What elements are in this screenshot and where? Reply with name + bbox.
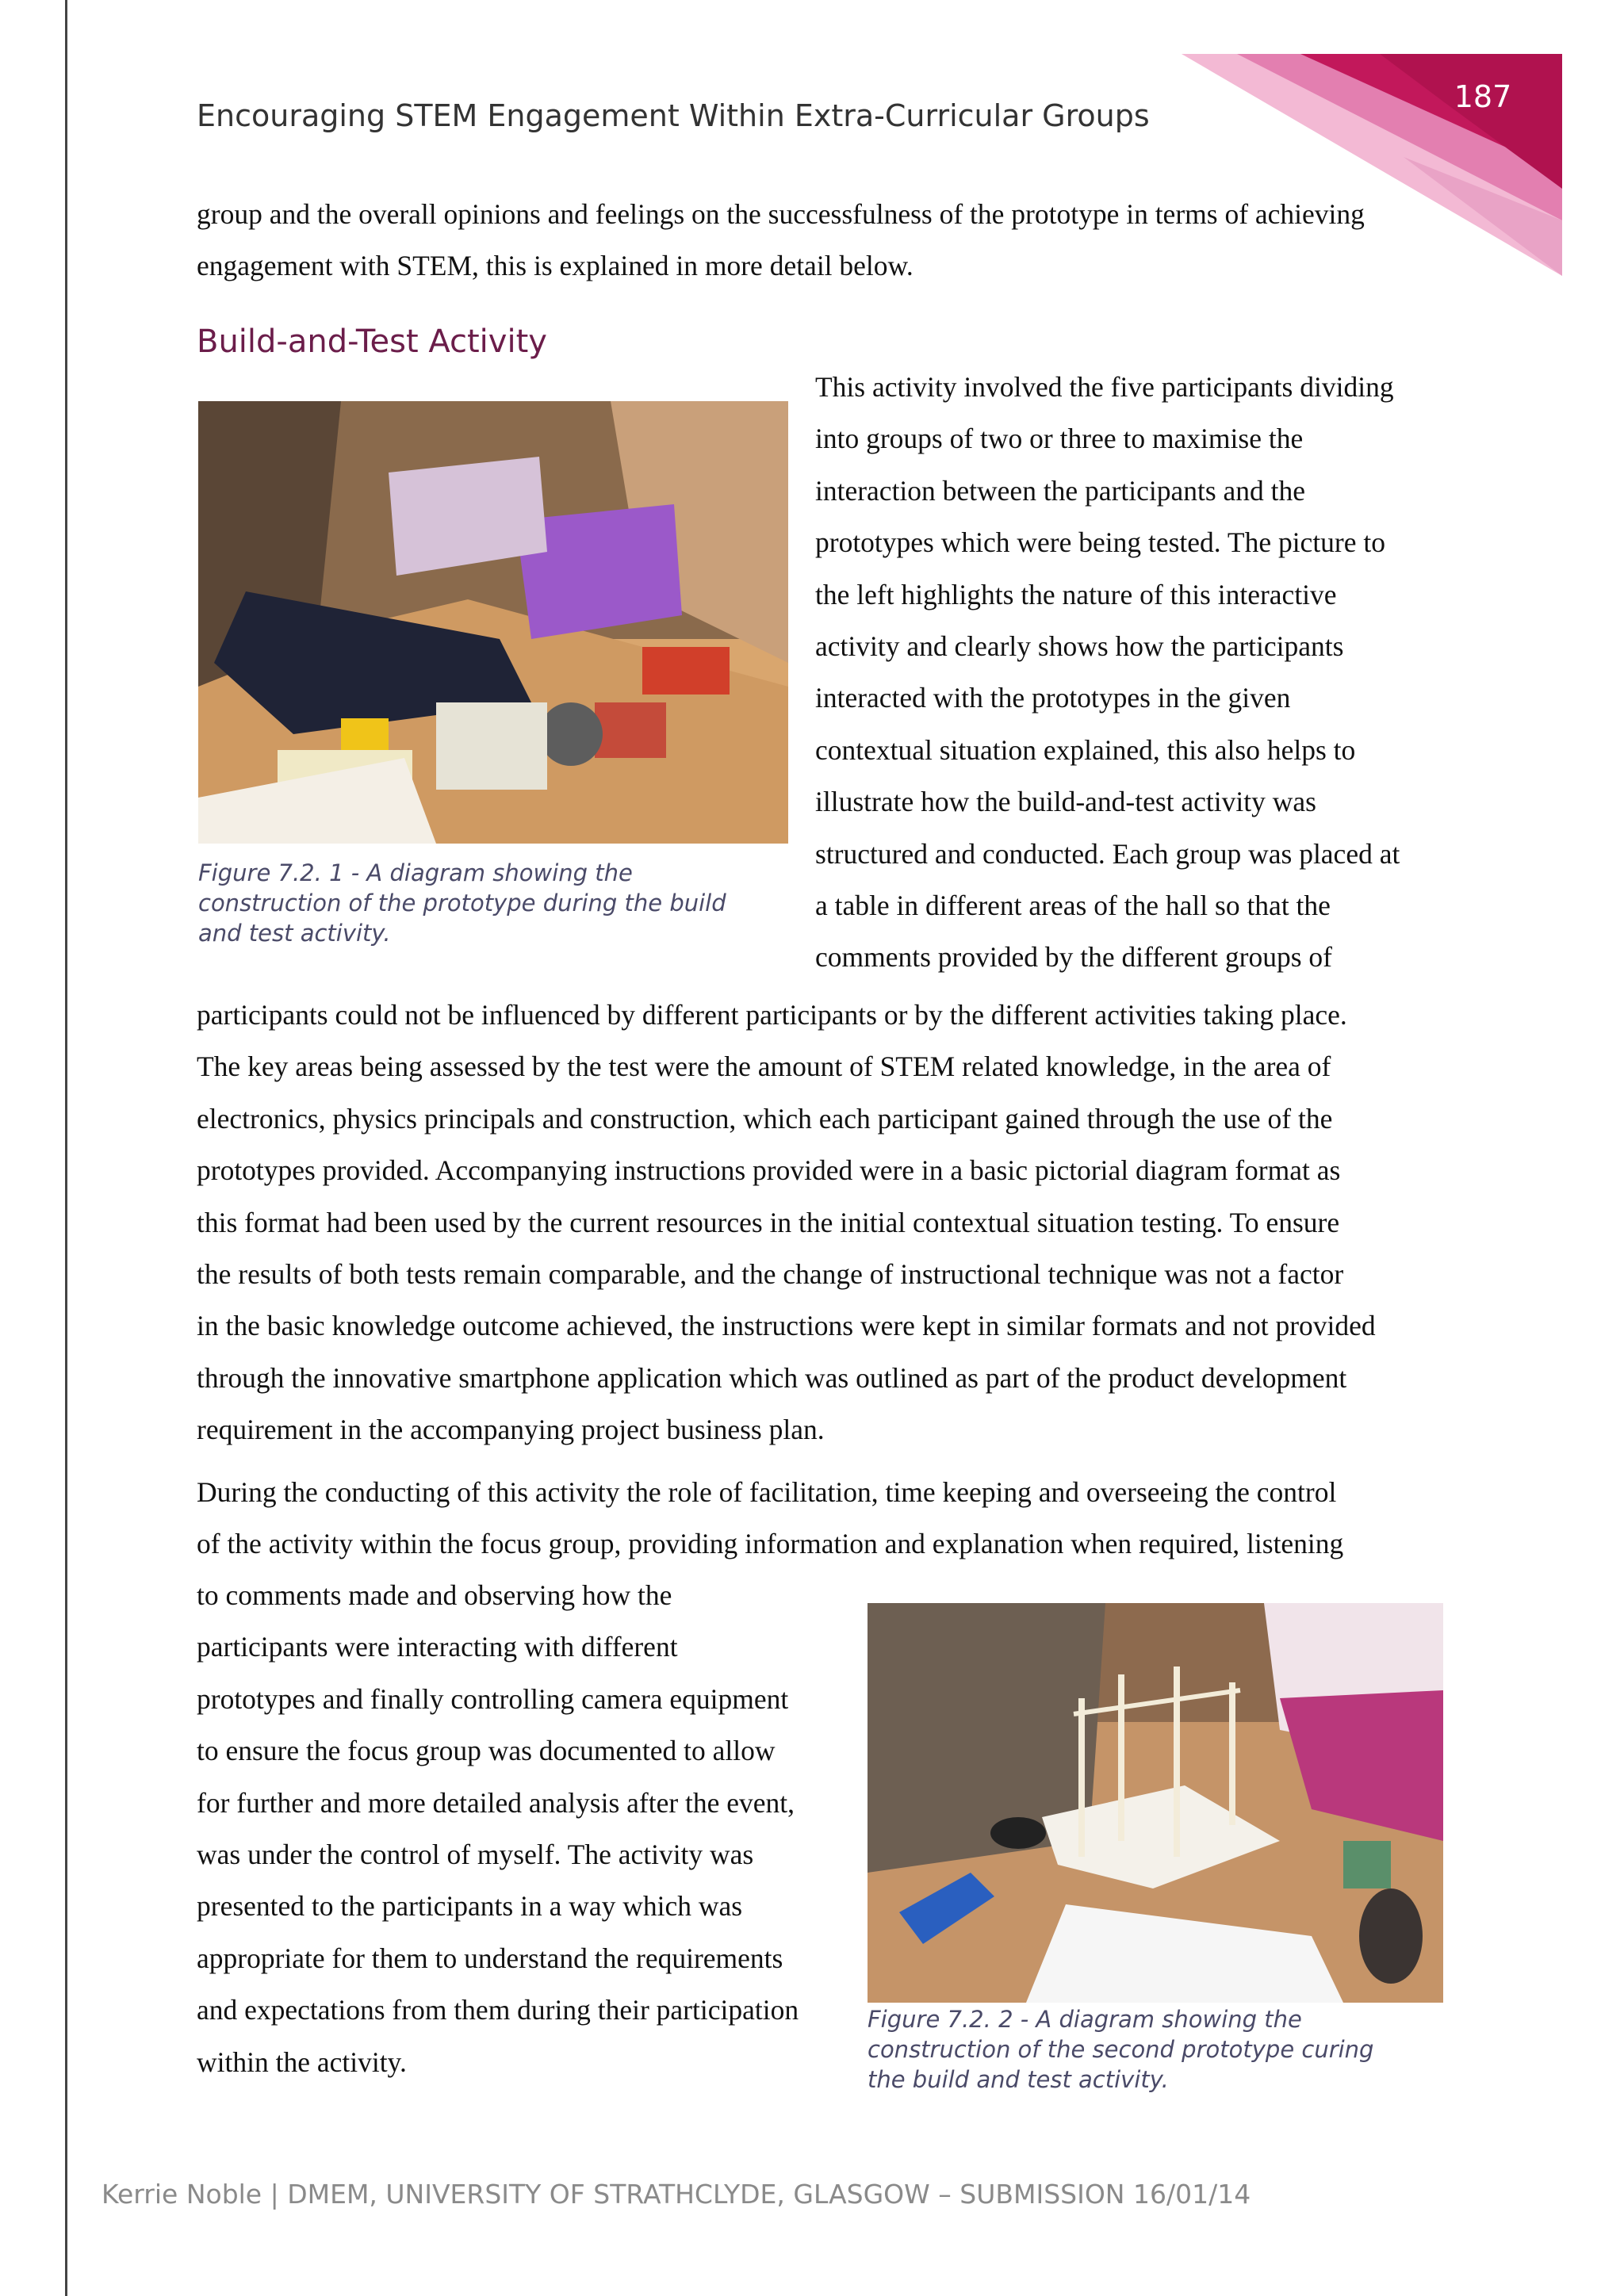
text-line: the results of both tests remain comparable, and the change of instructional technique was not a factor (197, 1258, 1344, 1291)
figure-1-photo (198, 401, 788, 844)
text-line: and expectations from them during their participation (197, 1994, 799, 2026)
text-line: for further and more detailed analysis after the event, (197, 1786, 795, 1819)
text-line: the left highlights the nature of this interactive (815, 578, 1337, 610)
section-heading: Build-and-Test Activity (197, 323, 547, 360)
caption-line: construction of the prototype during the build (198, 890, 726, 916)
text-line: interacted with the prototypes in the given (815, 682, 1291, 714)
text-line: activity and clearly shows how the participants (815, 630, 1344, 663)
text-line: structured and conducted. Each group was placed at (815, 837, 1400, 870)
intro-paragraph (197, 189, 1443, 293)
text-line: prototypes provided. Accompanying instructions provided were in a basic pictorial diagram format as (197, 1154, 1341, 1187)
figure-2-caption (868, 2004, 1443, 2095)
text-line: participants could not be influenced by different participants or by the different activities taking place. (197, 999, 1347, 1031)
text-line: prototypes which were being tested. The picture to (815, 526, 1385, 559)
text-line: engagement with STEM, this is explained in more detail below. (197, 250, 914, 282)
text-line: to comments made and observing how the (197, 1579, 672, 1611)
caption-line: the build and test activity. (868, 2066, 1169, 2093)
text-line: to ensure the focus group was documented to allow (197, 1735, 776, 1767)
text-line: participants were interacting with different (197, 1631, 678, 1663)
text-line: electronics, physics principals and construction, which each participant gained through the use of the (197, 1102, 1333, 1135)
text-line: group and the overall opinions and feelings on the successfulness of the prototype in terms of achieving (197, 198, 1365, 230)
text-line: through the innovative smartphone application which was outlined as part of the product development (197, 1361, 1347, 1394)
text-line: requirement in the accompanying project business plan. (197, 1414, 825, 1446)
page-number: 187 (1454, 79, 1512, 114)
text-line: appropriate for them to understand the requirements (197, 1942, 783, 1974)
text-line: was under the control of myself. The activity was (197, 1839, 754, 1871)
caption-line: construction of the second prototype curing (868, 2036, 1374, 2063)
text-line: comments provided by the different groups of (815, 941, 1333, 974)
caption-line: Figure 7.2. 2 - A diagram showing the (868, 2006, 1302, 2033)
text-line: The key areas being assessed by the test were the amount of STEM related knowledge, in the area of (197, 1050, 1331, 1083)
text-line: of the activity within the focus group, providing information and explanation when required, listening (197, 1528, 1344, 1560)
text-line: a table in different areas of the hall so that the (815, 890, 1331, 922)
paragraph-2-full (197, 1467, 1443, 1571)
text-line: into groups of two or three to maximise the (815, 423, 1304, 455)
text-line: prototypes and finally controlling camera equipment (197, 1682, 789, 1715)
caption-line: and test activity. (198, 920, 391, 947)
text-line: This activity involved the five participants dividing (815, 371, 1394, 403)
text-line: interaction between the participants and the (815, 474, 1306, 507)
text-line: illustrate how the build-and-test activity was (815, 786, 1316, 818)
figure-2-photo (868, 1603, 1443, 2003)
paragraph-1-column (815, 362, 1443, 984)
caption-line: Figure 7.2. 1 - A diagram showing the (198, 859, 633, 886)
text-line: in the basic knowledge outcome achieved, the instructions were kept in similar formats and not provided (197, 1310, 1376, 1342)
text-line: this format had been used by the current resources in the initial contextual situation testing. To ensure (197, 1206, 1340, 1238)
text-line: presented to the participants in a way which was (197, 1890, 743, 1923)
paragraph-1-full (197, 989, 1443, 1456)
margin-rule (65, 0, 67, 2296)
text-line: contextual situation explained, this also helps to (815, 733, 1356, 766)
text-line: within the activity. (197, 2045, 407, 2078)
figure-1-caption (198, 858, 769, 948)
text-line: During the conducting of this activity the role of facilitation, time keeping and overseeing the control (197, 1476, 1337, 1508)
running-head: Encouraging STEM Engagement Within Extra-Curricular Groups (197, 98, 1150, 133)
paragraph-2-column (197, 1570, 842, 2088)
page-footer: Kerrie Noble | DMEM, UNIVERSITY OF STRATHCLYDE, GLASGOW – SUBMISSION 16/01/14 (102, 2179, 1251, 2210)
